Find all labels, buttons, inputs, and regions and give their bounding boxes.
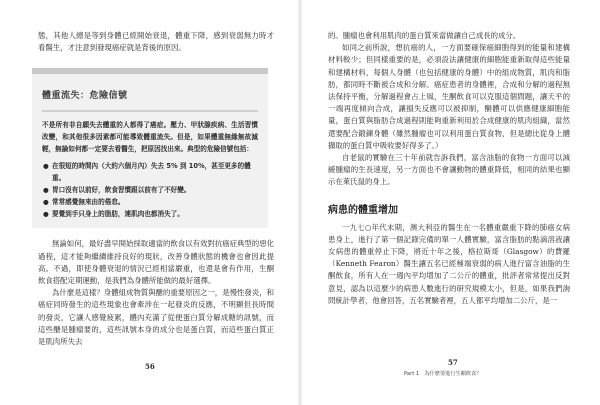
warning-sign-item: ● 胃口沒有以前好，飲食習慣跟以前有了不好變。 <box>52 185 258 197</box>
body-paragraph: 如同之前所說，想抗癌的人，一方面要確保癌細胞得到的能量和建構材料較少；但同樣重要的是，必須設法讓健康的細胞能重新取得這些能量和建構材料，每個人身體（也包括健康的身體）中的組成物質，肌肉和脂肪，都同時不斷被合成和分解。癌症患者的身體裡，合成和分解的過程無法保持平衡，分解過程會占上風，生酮飲食可以克服這個問題，讓天平的一端再度傾向合成，讓損失反應可以被抑制，酮體可以供應健康細胞能量，蛋白質與脂肪合成過程則能夠重新利用於合成健康的肌肉組織，當然還要配合鍛鍊身體（雖然腫瘤也可以利用蛋白質食物，但是總比從身上體擷取的蛋白質中吸收要好得多了。） <box>328 43 570 150</box>
sidebar-intro: 不是所有非自願失去體重的人都得了癌症。壓力、甲狀腺疾病、生活習慣改變，和其他很多因素都可能導致體重流失。但是，如果體重無緣無故減輕，無論如何都一定要去看醫生，把原因找出來。典型的危險信號包括： <box>42 121 258 154</box>
left-top-paragraph: 態，其他人總是等到身體已經開始衰退，體重下降，感到衰弱無力時才看醫生，才注意到發現癌症就是背後的原因。 <box>38 31 274 53</box>
page-number: 56 <box>145 362 155 371</box>
body-paragraph: 為什麼是這樣？身體組成物質與醣的重要原因之一，是慢性發炎，和癌症同時發生的這些現象也會牽涉在一起發炎的反應，不明顯但長時間的發炎，它讓人感覺疲累，體內充滿了從便蛋白質分解成糖的訊號，而這些醣是腫瘤要的，這些訊號本身的成分也是蛋白質，而這些蛋白質正是肌肉所失去 <box>38 288 274 347</box>
warning-sign-item: ● 要覺到手只身上的脂肪，連肌肉也都消失了。 <box>52 209 258 221</box>
sidebar-title: 體重流失：危險信號 <box>42 91 128 102</box>
bullet-icon: ● <box>43 186 49 194</box>
warning-sign-item: ● 在很短的時間內（大約六個月內）失去 5% 到 10%，甚至更多的體重。 <box>43 162 251 183</box>
right-page <box>300 0 600 405</box>
page-number: 57 <box>448 358 458 367</box>
warning-sign-list <box>32 161 268 220</box>
right-top-paragraph: 的。腫瘤也會利用肌肉的蛋白質來當做讓自己成長的成分。 <box>328 31 521 40</box>
body-paragraph: 自老鼠的實驗在三十年前就告訴我們，富含油脂的食物一方面可以減緩腫瘤的生長速度，另一方面也不會讓動物的體重降低，相同的結果也顯示在萊氏鼠的身上。 <box>328 153 570 187</box>
warning-sign-item: ● 常常感覺無來由的倦怠。 <box>52 197 258 209</box>
weight-loss-sidebar <box>32 68 268 228</box>
bullet-icon: ● <box>43 162 49 171</box>
section-heading: 病患的體重增加 <box>328 204 398 216</box>
body-paragraph: 一九七○年代末期，澳大利亞的醫生在一名體重嚴重下降的肺癌女病患身上，進行了第一個記錄完備的單一人體實驗，富含脂肪的點滴溶液讓女病患的體重停止下降，將近十年之後，格拉斯哥（Glasgow）的費羅（Kenneth Fearon）醫生讓五名已經極端衰弱的病人進行富含油脂的生酮飲食，所有人在一週內平均增加了二公斤的體重，批評者常常提出反對意見，認為以這麼少的病患人數進行的研究規模太小，但是，如果我們詢問統計學者，他會回答，五名實驗者裡，五人都平均增加二公斤，是一 <box>328 222 570 305</box>
bullet-icon: ● <box>43 209 49 218</box>
body-paragraph: 無論如何，最好盡早開始採取適當的飲食以有效對抗癌症典型的惡化過程，這才能夠繼續維持良好的現狀，改善身體狀態的機會也會因此提高。不過，即使身體衰退的情況已經相當嚴重，也還是會有作用，生酮飲食搭配定期運動，是我們為身體所能做的最好選擇。 <box>38 239 274 285</box>
running-footer: Part 1 為什麼要進行生酮飲食？ <box>404 371 482 377</box>
sidebar-divider <box>42 110 258 112</box>
bullet-icon: ● <box>43 197 49 206</box>
